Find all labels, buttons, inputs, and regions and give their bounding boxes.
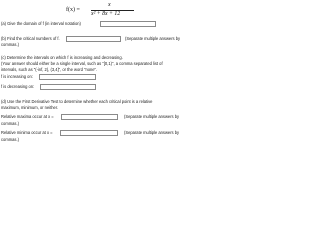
part-b-hint: (Separate multiple answers by (125, 36, 181, 41)
maxima-hint-cont: commas.) (1, 121, 19, 126)
part-d-line2: maximum, minimum, or neither. (1, 105, 59, 110)
part-c-line1: (c) Determine the intervals on which f is increasing and decreasing. (1, 55, 123, 60)
function-lhs: f(x) = (66, 7, 80, 13)
domain-input[interactable] (100, 21, 156, 27)
minima-hint-cont: commas.) (1, 137, 19, 142)
part-c-line3: intervals, such as "(-inf, 2), (3,4]", or the word "none". (1, 67, 98, 72)
part-b-prompt: (b) Find the critical numbers of f. (1, 36, 60, 41)
part-c-line2: (Your answer should either be a single interval, such as "[0,1)", a comma separated list of (1, 61, 163, 66)
maxima-label: Relative maxima occur at x = (1, 114, 54, 119)
maxima-hint: (Separate multiple answers by (124, 114, 180, 119)
increasing-input[interactable] (39, 74, 96, 80)
part-d-line1: (d) Use the First Derivative Test to determine whether each critical point is a relative (1, 99, 153, 104)
minima-hint: (Separate multiple answers by (124, 130, 180, 135)
decreasing-label: f is decreasing on: (1, 84, 35, 89)
function-numerator: x (108, 2, 111, 8)
minima-label: Relative minima occur at x = (1, 130, 53, 135)
part-a-prompt: (a) Give the domain of f (in interval notation) (1, 21, 81, 26)
function-formula (64, 2, 138, 19)
critical-numbers-input[interactable] (66, 36, 121, 42)
part-b-hint-cont: commas.) (1, 42, 19, 47)
decreasing-input[interactable] (40, 84, 96, 90)
increasing-label: f is increasing on: (1, 74, 33, 79)
function-denominator: x² + 8x + 12 (91, 11, 121, 17)
maxima-input[interactable] (61, 114, 118, 120)
problem-page (0, 0, 200, 161)
minima-input[interactable] (60, 130, 118, 136)
